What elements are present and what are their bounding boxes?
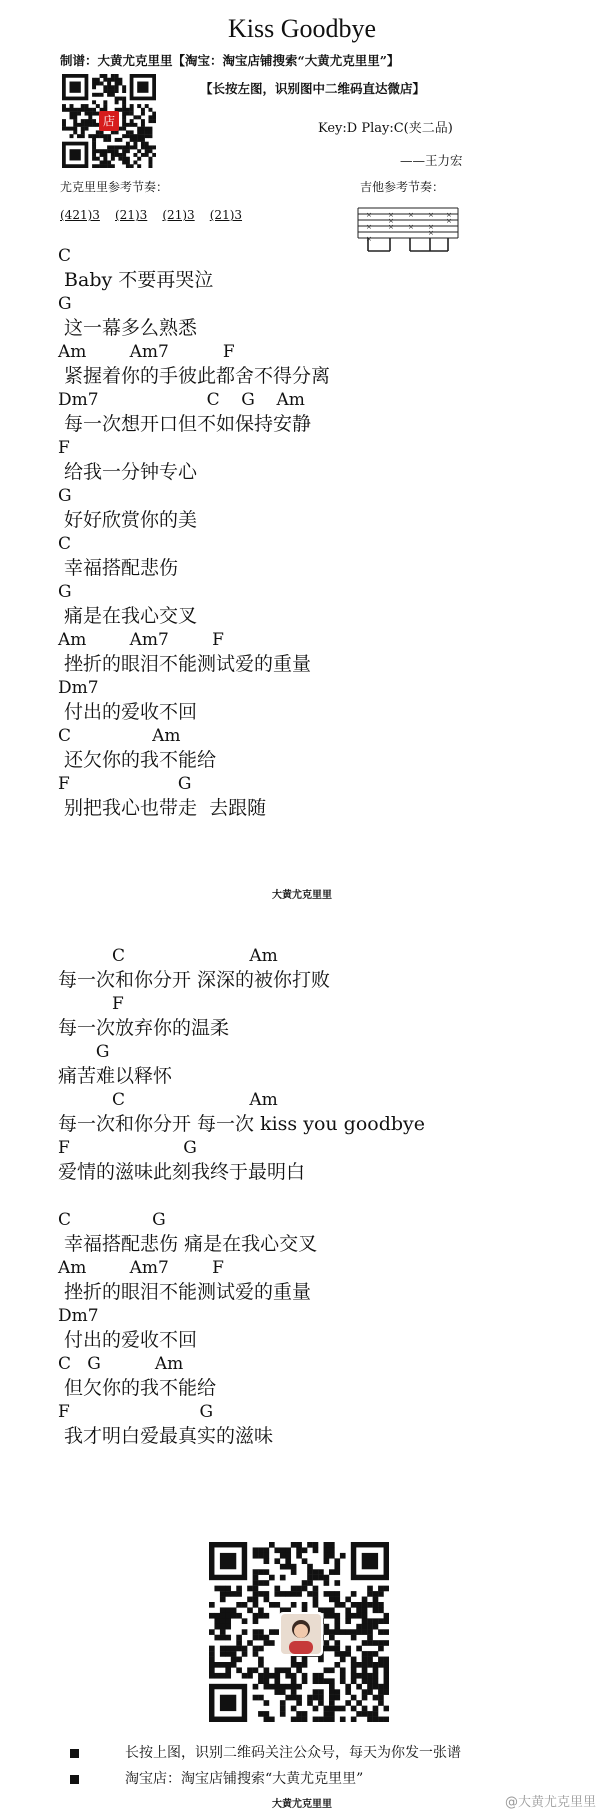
chord-line: Am Am7 F — [58, 1258, 224, 1278]
chord-line: F G — [58, 1402, 214, 1422]
lyric-row — [58, 1088, 425, 1136]
guitar-rhythm-diagram — [356, 205, 460, 255]
chord-line: G — [58, 1042, 110, 1062]
svg-text:×: × — [388, 217, 394, 225]
lyric-row — [58, 1352, 317, 1400]
svg-text:×: × — [366, 235, 372, 243]
lyric-row — [58, 244, 330, 292]
key-play-info: Key:D Play:C(夹二品) — [318, 121, 453, 136]
rhythm-beat: (21)3 — [115, 208, 148, 222]
chord-line: C G — [58, 1210, 166, 1230]
chord-line: C G Am — [58, 1354, 184, 1374]
chord-line: C Am — [58, 726, 181, 746]
chord-line: Am Am7 F — [58, 630, 224, 650]
avatar — [279, 1612, 323, 1656]
lyric-row — [58, 1208, 317, 1256]
svg-text:×: × — [366, 223, 372, 231]
watermark-mid: 大黄尤克里里 — [272, 890, 332, 901]
qr-finder-pattern — [130, 74, 156, 100]
credit-line: 制谱：大黄尤克里里【淘宝：淘宝店铺搜索“大黄尤克里里”】 — [60, 53, 400, 68]
lyric-line: 每一次和你分开 深深的被你打败 — [58, 969, 331, 991]
lyric-line: 紧握着你的手彼此都舍不得分离 — [58, 365, 331, 387]
bullet-icon — [70, 1749, 79, 1758]
lyric-row — [58, 1040, 425, 1088]
rhythm-beat: (421)3 — [60, 208, 100, 222]
chord-line: G — [58, 486, 72, 506]
svg-text:×: × — [366, 211, 372, 219]
lyric-row — [58, 628, 330, 676]
verse-1 — [58, 244, 330, 820]
lyric-row — [58, 992, 425, 1040]
lyric-row — [58, 676, 330, 724]
footer-shop-text: 淘宝店：淘宝店铺搜索“大黄尤克里里” — [125, 1771, 364, 1787]
svg-text:×: × — [388, 223, 394, 231]
lyric-line: 我才明白爱最真实的滋味 — [58, 1425, 274, 1447]
chord-line: F — [58, 994, 124, 1014]
lyric-row — [58, 1136, 425, 1184]
uke-rhythm-label: 尤克里里参考节奏： — [60, 180, 169, 194]
lyric-line: 但欠你的我不能给 — [58, 1377, 217, 1399]
svg-text:×: × — [446, 217, 452, 225]
svg-text:×: × — [428, 229, 434, 237]
chord-line: C Am — [58, 946, 278, 966]
corner-watermark: @大黄尤克里里 — [504, 1795, 596, 1810]
qr-finder-pattern — [62, 74, 88, 100]
chord-line: C — [58, 534, 72, 554]
chord-line: F G — [58, 774, 192, 794]
lyric-row — [58, 436, 330, 484]
qr-hint: 【长按左图，识别图中二维码直达微店】 — [200, 81, 426, 96]
qr-finder-pattern — [351, 1542, 389, 1580]
lyric-row — [58, 944, 425, 992]
lyric-line: 每一次想开口但不如保持安静 — [58, 413, 312, 435]
lyric-line: 这一幕多么熟悉 — [58, 317, 198, 339]
lyric-row — [58, 724, 330, 772]
lyric-row — [58, 340, 330, 388]
bullet-icon — [70, 1775, 79, 1784]
lyric-row — [58, 772, 330, 820]
lyric-line: 痛苦难以释怀 — [58, 1065, 173, 1087]
svg-text:×: × — [408, 223, 414, 231]
chord-line: F — [58, 438, 70, 458]
qr-finder-pattern — [209, 1542, 247, 1580]
lyric-line: 每一次放弃你的温柔 — [58, 1017, 230, 1039]
svg-text:×: × — [408, 211, 414, 219]
svg-text:×: × — [388, 211, 394, 219]
song-title: Kiss Goodbye — [227, 14, 377, 43]
watermark-bottom: 大黄尤克里里 — [272, 1799, 332, 1810]
lyric-line: 挫折的眼泪不能测试爱的重量 — [58, 653, 312, 675]
lyric-row — [58, 532, 330, 580]
guitar-rhythm-label: 吉他参考节奏： — [360, 180, 445, 194]
svg-text:×: × — [428, 223, 434, 231]
lyric-line: 好好欣赏你的美 — [58, 509, 198, 531]
chord-line: G — [58, 582, 72, 602]
lyric-row — [58, 1400, 317, 1448]
verse-2 — [58, 1208, 317, 1448]
lyric-line: 给我一分钟专心 — [58, 461, 198, 483]
lyric-line: 每一次和你分开 每一次 kiss you goodbye — [58, 1113, 426, 1135]
chord-line: C — [58, 246, 72, 266]
lyric-line: 幸福搭配悲伤 痛是在我心交叉 — [58, 1233, 318, 1255]
lyric-line: 还欠你的我不能给 — [58, 749, 217, 771]
lyric-row — [58, 1304, 317, 1352]
chord-line: C Am — [58, 1090, 278, 1110]
lyric-line: 别把我心也带走 去跟随 — [58, 797, 267, 819]
chord-line: Dm7 C G Am — [58, 390, 305, 410]
shop-qr-code[interactable] — [62, 74, 156, 168]
uke-rhythm-pattern — [60, 204, 252, 223]
chorus — [58, 944, 425, 1184]
lyric-line: 挫折的眼泪不能测试爱的重量 — [58, 1281, 312, 1303]
lyric-line: 付出的爱收不回 — [58, 1329, 198, 1351]
lyric-line: 付出的爱收不回 — [58, 701, 198, 723]
shop-badge-icon: 店 — [99, 111, 119, 131]
artist-name: ——王力宏 — [400, 153, 463, 168]
chord-line: F G — [58, 1138, 197, 1158]
chord-line: Dm7 — [58, 1306, 99, 1326]
lyric-line: 痛是在我心交叉 — [58, 605, 198, 627]
lyric-line: Baby 不要再哭泣 — [58, 269, 214, 291]
avatar-icon — [281, 1614, 321, 1654]
chord-line: G — [58, 294, 72, 314]
wechat-qr-code[interactable] — [209, 1542, 389, 1722]
chord-line: Am Am7 F — [58, 342, 235, 362]
rhythm-beat: (21)3 — [209, 208, 243, 222]
footer-follow-text: 长按上图，识别二维码关注公众号，每天为你发一张谱 — [125, 1745, 461, 1761]
chord-line: Dm7 — [58, 678, 99, 698]
lyric-row — [58, 580, 330, 628]
qr-finder-pattern — [209, 1684, 247, 1722]
lyric-line: 爱情的滋味此刻我终于最明白 — [58, 1161, 306, 1183]
svg-text:×: × — [428, 211, 434, 219]
lyric-row — [58, 292, 330, 340]
lyric-row — [58, 388, 330, 436]
qr-finder-pattern — [62, 142, 88, 168]
lyric-row — [58, 1256, 317, 1304]
lyric-row — [58, 484, 330, 532]
lyric-line: 幸福搭配悲伤 — [58, 557, 179, 579]
rhythm-beat: (21)3 — [162, 208, 195, 222]
svg-text:×: × — [446, 211, 452, 219]
